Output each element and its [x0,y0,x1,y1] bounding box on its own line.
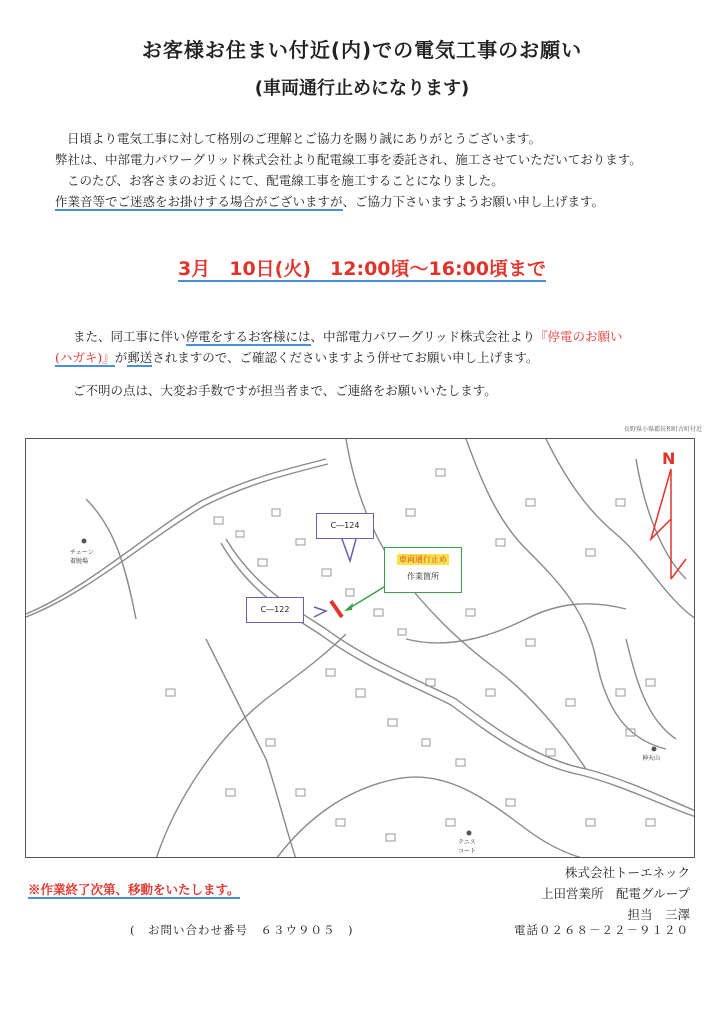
north-arrow [651,469,686,579]
work-site-label: 作業箇所 [407,572,439,581]
north-label: N [662,449,676,468]
person-in-charge: 担当 三澤 [627,907,690,922]
page-subtitle: (車両通行止めになります) [254,78,470,99]
intro-paragraph [55,128,695,212]
outage-postcard-a: 『停電のお願い [535,329,623,344]
chain-area-marker [82,539,87,544]
house [398,629,406,635]
house [646,819,655,826]
house [422,739,430,746]
house [506,799,515,806]
house [586,819,595,826]
outage-customers: 停電をするお客様には [185,329,311,344]
outage-text-a: また、同工事に伴い [73,329,186,344]
road-line [406,604,626,643]
outage-paragraph [55,326,695,401]
house [586,549,595,556]
road-line [156,634,346,858]
callout-pointer [342,539,356,561]
house [258,559,267,566]
road-line [346,439,586,769]
road-line [636,459,686,579]
outage-line-2 [55,347,695,368]
house [386,834,395,841]
house [226,789,235,796]
house [646,679,655,686]
schedule-date [0,254,724,281]
tennis-court-marker [467,831,472,836]
intro-line-2: 弊社は、中部電力パワーグリッド株式会社より配電線工事を委託され、施工させていただいております。 [55,152,642,167]
house [486,689,495,696]
house [616,499,625,506]
house [214,517,223,524]
house [296,539,305,545]
chain-area-label: チェーン 着脱場 [70,549,94,565]
pointer-arrow [348,587,384,609]
company-info [530,862,690,925]
house [266,739,275,746]
phone-number: 電話０２６８－２２－９１２０ [514,923,689,937]
house [466,609,475,616]
house [346,589,354,596]
work-site-box [384,547,462,593]
outage-mail: 郵送 [127,350,153,365]
road-line [626,639,676,739]
schedule-date-text: 3月 10日(火) 12:00頃〜16:00頃まで [178,258,546,280]
road-line [206,639,296,858]
house [436,469,445,476]
house [296,789,305,796]
tennis-court-label: テニス コート [458,839,477,855]
house [388,719,397,726]
outage-text-c: 、中部電力パワーグリッド株式会社より [310,329,536,344]
road-closure-mark [331,601,342,617]
outage-text-rest: されますので、ご確認くださいますよう併せてお願い申し上げます。 [152,350,539,365]
outage-text-b: が [114,350,128,365]
house [272,509,280,516]
intro-line-4 [55,191,695,212]
road-line [26,459,326,614]
house [322,569,331,576]
house [496,539,505,546]
house [446,819,455,826]
house [374,609,383,616]
callout-pointer [314,607,326,617]
road-line [26,464,328,617]
mountain-marker [652,747,657,752]
road-closed-label: 車両通行止め [399,555,447,564]
house [166,689,175,696]
map-drawing [26,439,695,858]
callout-c122: C―122 [246,597,304,623]
house [526,639,535,646]
house [326,669,335,676]
mountain-label: 神天山 [642,755,661,762]
house [616,689,625,696]
outage-line-1 [55,326,695,347]
noise-warning: 作業音等でご迷惑をお掛けする場合がございますが [55,194,343,209]
office-name: 上田営業所 配電グループ [540,886,690,901]
house [406,509,415,516]
map-caption: 長野県小県郡長和町古町付近 [623,426,702,433]
house [566,699,575,706]
house [546,749,555,756]
house [336,819,345,826]
road-line [276,777,586,858]
relocation-notice-text: ※作業終了次第、移動をいたします。 [28,882,240,897]
location-map [25,438,695,858]
company-name: 株式会社トーエネック [564,865,690,880]
intro-line-4-rest: 、ご協力下さいますようお願い申し上げます。 [342,194,605,209]
house [236,531,244,537]
intro-line-3: このたび、お客さまのお近くにて、配電線工事を施工することになりました。 [67,173,504,188]
inquiry-number: ( お問い合わせ番号 ６３ウ９０５ ) [130,923,354,937]
contact-line: ご不明の点は、大変お手数ですが担当者まで、ご連絡をお願いいたします。 [73,383,497,398]
relocation-notice [28,880,240,898]
house [526,499,535,506]
house [356,689,365,697]
outage-postcard-b: (ハガキ)』 [55,350,115,365]
arrow-head [344,603,353,611]
callout-c124: C―124 [316,513,374,539]
house [456,759,465,766]
intro-line-1: 日頃より電気工事に対して格別のご理解とご協力を賜り誠にありがとうございます。 [67,131,542,146]
page-title: お客様お住まい付近(内)での電気工事のお願い [141,38,583,62]
